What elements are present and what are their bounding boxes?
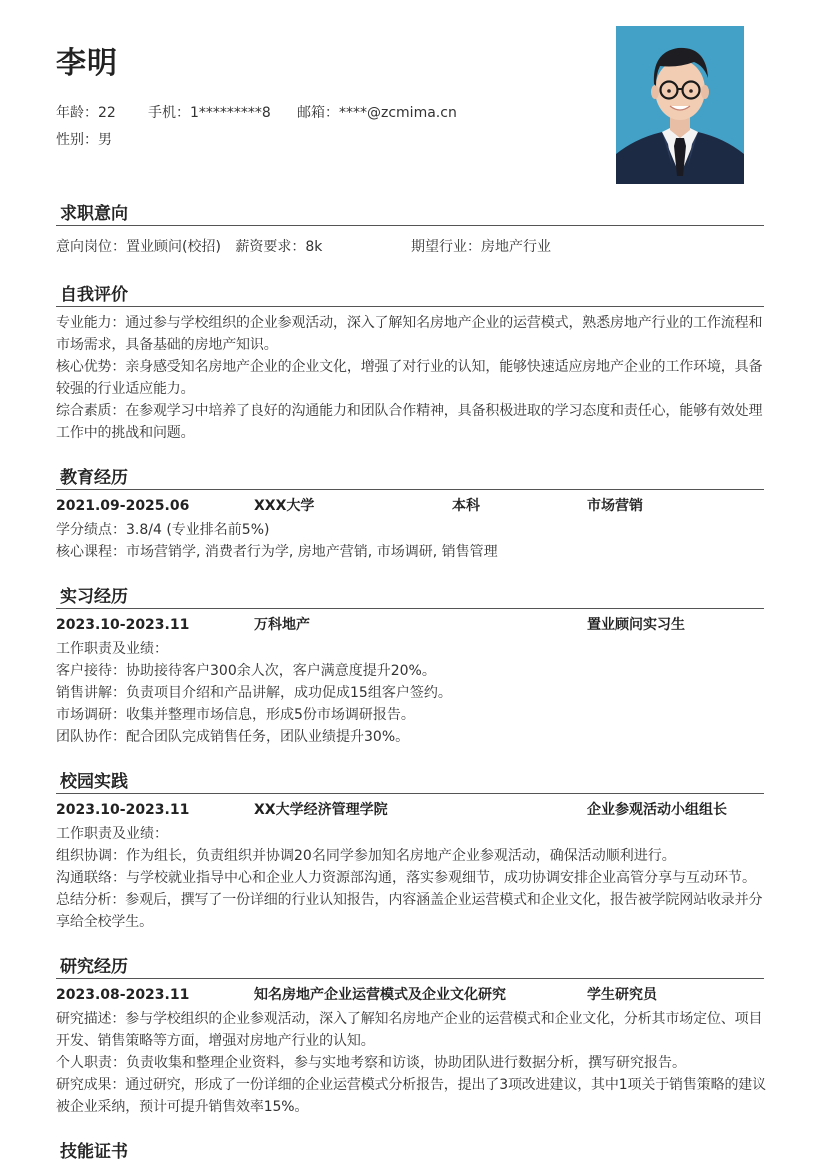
- industry-field: [411, 236, 551, 258]
- education-major: 市场营销: [587, 498, 643, 514]
- section-divider: [56, 978, 764, 979]
- section-title-intent: 求职意向: [60, 204, 128, 224]
- section-title-internship: 实习经历: [60, 587, 128, 607]
- self-eval-strength: 核心优势：亲身感受知名房地产企业的企业文化，增强了对行业的认知，能够快速适应房地产企业的工作环境，具备较强的行业适应能力。: [56, 359, 763, 397]
- internship-duty-heading: 工作职责及业绩：: [56, 641, 168, 657]
- education-courses: 核心课程：市场营销学, 消费者行为学, 房地产营销, 市场调研, 销售管理: [56, 544, 498, 560]
- industry-value: 房地产行业: [481, 239, 551, 255]
- section-title-research: 研究经历: [60, 957, 128, 977]
- research-entry: [56, 984, 764, 1006]
- email-field: [297, 102, 457, 122]
- campus-duty-heading: 工作职责及业绩：: [56, 826, 168, 842]
- internship-line: 客户接待：协助接待客户300余人次，客户满意度提升20%。: [56, 663, 436, 679]
- internship-line: 团队协作：配合团队完成销售任务，团队业绩提升30%。: [56, 729, 410, 745]
- education-period: 2021.09-2025.06: [56, 498, 190, 514]
- phone-field: [148, 102, 297, 122]
- section-divider: [56, 489, 764, 490]
- internship-entry: [56, 614, 764, 636]
- email-label: 邮箱：: [297, 105, 339, 121]
- internship-line: 销售讲解：负责项目介绍和产品讲解，成功促成15组客户签约。: [56, 685, 452, 701]
- education-gpa: 学分绩点：3.8/4 (专业排名前5%): [56, 522, 270, 538]
- phone-value: 1*********8: [190, 105, 271, 121]
- salary-label: 薪资要求：: [235, 239, 306, 255]
- contact-row: [56, 102, 457, 122]
- email-value: ****@zcmima.cn: [339, 105, 457, 121]
- portrait-icon: [616, 26, 744, 184]
- research-role: 学生研究员: [587, 987, 657, 1003]
- education-school: XXX大学: [254, 498, 315, 514]
- section-divider: [56, 608, 764, 609]
- candidate-name: 李明: [56, 46, 118, 81]
- industry-label: 期望行业：: [411, 239, 481, 255]
- campus-role: 企业参观活动小组组长: [587, 802, 727, 818]
- internship-company: 万科地产: [254, 617, 310, 633]
- section-title-skills: 技能证书: [60, 1142, 128, 1162]
- research-duty: 个人职责：负责收集和整理企业资料，参与实地考察和访谈，协助团队进行数据分析，撰写研究报告。: [56, 1055, 686, 1071]
- position-label: 意向岗位：: [56, 239, 126, 255]
- campus-entry: [56, 799, 764, 821]
- campus-line: 组织协调：作为组长，负责组织并协调20名同学参加知名房地产企业参观活动，确保活动顺利进行。: [56, 848, 676, 864]
- age-value: 22: [98, 105, 116, 121]
- education-degree: 本科: [452, 498, 480, 514]
- research-result: 研究成果：通过研究，形成了一份详细的企业运营模式分析报告，提出了3项改进建议，其中1项关于销售策略的建议被企业采纳，预计可提升销售效率15%。: [56, 1077, 767, 1115]
- section-title-self-eval: 自我评价: [60, 285, 128, 305]
- age-field: [56, 102, 148, 122]
- section-divider: [56, 225, 764, 226]
- research-description: 研究描述：参与学校组织的企业参观活动，深入了解知名房地产企业的运营模式和企业文化，分析其市场定位、项目开发、销售策略等方面，增强对房地产行业的认知。: [56, 1011, 763, 1049]
- campus-period: 2023.10-2023.11: [56, 802, 190, 818]
- self-eval-professional: 专业能力：通过参与学校组织的企业参观活动，深入了解知名房地产企业的运营模式，熟悉房地产行业的工作流程和市场需求，具备基础的房地产知识。: [56, 315, 763, 353]
- gender-value: 男: [98, 132, 112, 148]
- position-value: 置业顾问(校招): [126, 239, 221, 255]
- age-label: 年龄：: [56, 105, 98, 121]
- internship-period: 2023.10-2023.11: [56, 617, 190, 633]
- campus-summary: 总结分析：参观后，撰写了一份详细的行业认知报告，内容涵盖企业运营模式和企业文化，报告被学院网站收录并分享给全校学生。: [56, 892, 763, 930]
- salary-value: 8k: [305, 239, 323, 255]
- phone-label: 手机：: [148, 105, 190, 121]
- campus-org: XX大学经济管理学院: [254, 802, 388, 818]
- education-entry: [56, 495, 764, 517]
- portrait-photo: [616, 26, 744, 184]
- section-title-education: 教育经历: [60, 468, 128, 488]
- self-eval-quality: 综合素质：在参观学习中培养了良好的沟通能力和团队合作精神，具备积极进取的学习态度和责任心，能够有效处理工作中的挑战和问题。: [56, 403, 763, 441]
- research-period: 2023.08-2023.11: [56, 987, 190, 1003]
- gender-row: [56, 129, 112, 149]
- section-divider: [56, 306, 764, 307]
- campus-line: 沟通联络：与学校就业指导中心和企业人力资源部沟通，落实参观细节，成功协调安排企业高管分享与互动环节。: [56, 870, 756, 886]
- internship-line: 市场调研：收集并整理市场信息，形成5份市场调研报告。: [56, 707, 415, 723]
- research-topic: 知名房地产企业运营模式及企业文化研究: [254, 987, 506, 1003]
- section-divider: [56, 793, 764, 794]
- internship-role: 置业顾问实习生: [587, 617, 685, 633]
- section-title-campus: 校园实践: [60, 772, 128, 792]
- gender-label: 性别：: [56, 132, 98, 148]
- intent-row: [56, 236, 764, 258]
